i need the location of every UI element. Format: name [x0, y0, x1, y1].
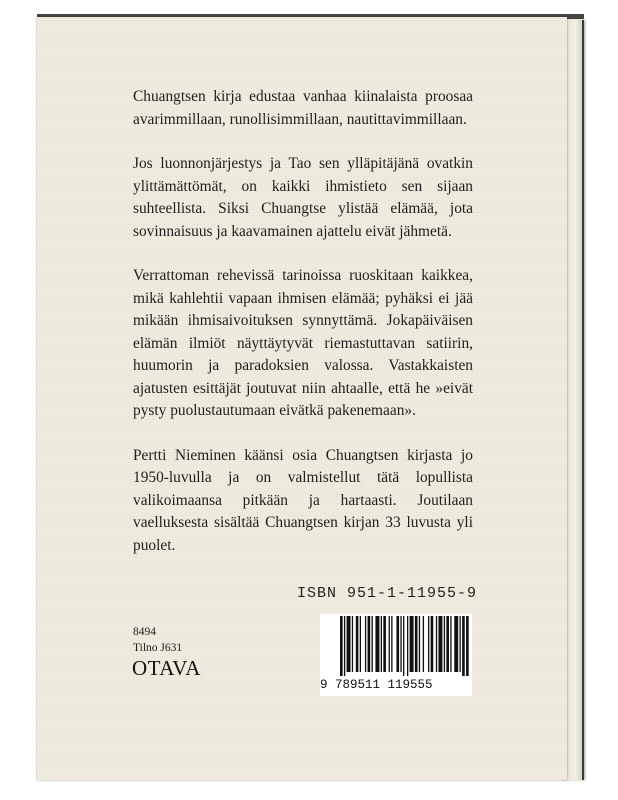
- barcode-bar: [431, 616, 434, 672]
- barcode-bar: [459, 616, 460, 672]
- barcode-bar: [438, 616, 442, 672]
- barcode-bar: [450, 616, 451, 672]
- barcode-bar: [372, 616, 373, 672]
- barcode-bar: [446, 616, 449, 672]
- barcode-bar: [444, 616, 445, 672]
- barcode-bars: [340, 616, 470, 676]
- barcode-bar: [466, 616, 469, 676]
- barcode-bar: [410, 616, 414, 672]
- blurb-paragraph-1: Chuangtsen kirja edustaa vanhaa kiinalaista proosaa avarimmillaan, runollisimmillaan, nautittavimmillaan.: [133, 88, 473, 128]
- blurb-paragraph-4: Pertti Nieminen käänsi osia Chuangtsen kirjasta jo 1950-luvulla ja on valmistellut tätä lopullista valikoimaansa pitkään ja hartaasti. Joutilaan vaelluksesta sisältää Chuangtsen kirjan 33 luvusta yli puolet.: [133, 446, 473, 554]
- blurb-paragraph-3: Verrattoman rehevissä tarinoissa ruoskitaan kaikkea, mikä kahlehtii vapaan ihmisen elämää; pyhäksi ei jää mikään ihmisaivoituksen synnyttämä. Jokapäiväisen elämän ilmiöt näyttäytyvät riemastuttavan satiirin, huumorin ja paradoksien valossa. Vastakkaisten ajatusten esittäjät joutuvat niin ahtaalle, että he »eivät pysty puolustautumaan eivätkä pakenemaan».: [133, 267, 473, 419]
- barcode-bar: [454, 616, 458, 672]
- barcode-bar: [356, 616, 359, 672]
- barcode-bar: [375, 616, 379, 672]
- barcode-bar: [396, 616, 399, 672]
- barcode-bar: [436, 616, 437, 672]
- barcode-bar: [344, 616, 345, 676]
- barcode-bar: [403, 616, 404, 676]
- publisher-info: [133, 624, 182, 656]
- publisher-order-number: Tilno J631: [133, 642, 183, 654]
- barcode-bar: [423, 616, 424, 672]
- barcode-digits: 9 789511 119555: [320, 678, 433, 692]
- barcode-bar: [391, 616, 392, 672]
- barcode-bar: [415, 616, 418, 672]
- barcode: [320, 614, 472, 696]
- barcode-bar: [407, 616, 408, 676]
- barcode-bar: [347, 616, 351, 672]
- barcode-bar: [365, 616, 366, 672]
- barcode-bar: [368, 616, 371, 672]
- barcode-bar: [383, 616, 386, 672]
- isbn-label: ISBN 951-1-11955-9: [297, 585, 478, 602]
- barcode-bar: [381, 616, 382, 672]
- barcode-bar: [462, 616, 465, 676]
- barcode-bar: [419, 616, 420, 672]
- barcode-bar: [389, 616, 390, 672]
- barcode-bar: [352, 616, 353, 672]
- publisher-logo: OTAVA: [132, 656, 201, 680]
- publisher-code: 8494: [133, 626, 156, 638]
- barcode-bar: [400, 616, 401, 672]
- barcode-bar: [428, 616, 429, 672]
- blurb-text: [133, 86, 473, 579]
- barcode-bar: [340, 616, 343, 676]
- blurb-paragraph-2: Jos luonnonjärjestys ja Tao sen ylläpitäjänä ovatkin ylittämättömät, on kaikki ihmistieto sen sijaan suhteellista. Siksi Chuangtse ylistää elämää, jota sovinnaisuus ja kaavamainen ajattelu eivät jähmetä.: [133, 155, 473, 240]
- barcode-bar: [360, 616, 361, 672]
